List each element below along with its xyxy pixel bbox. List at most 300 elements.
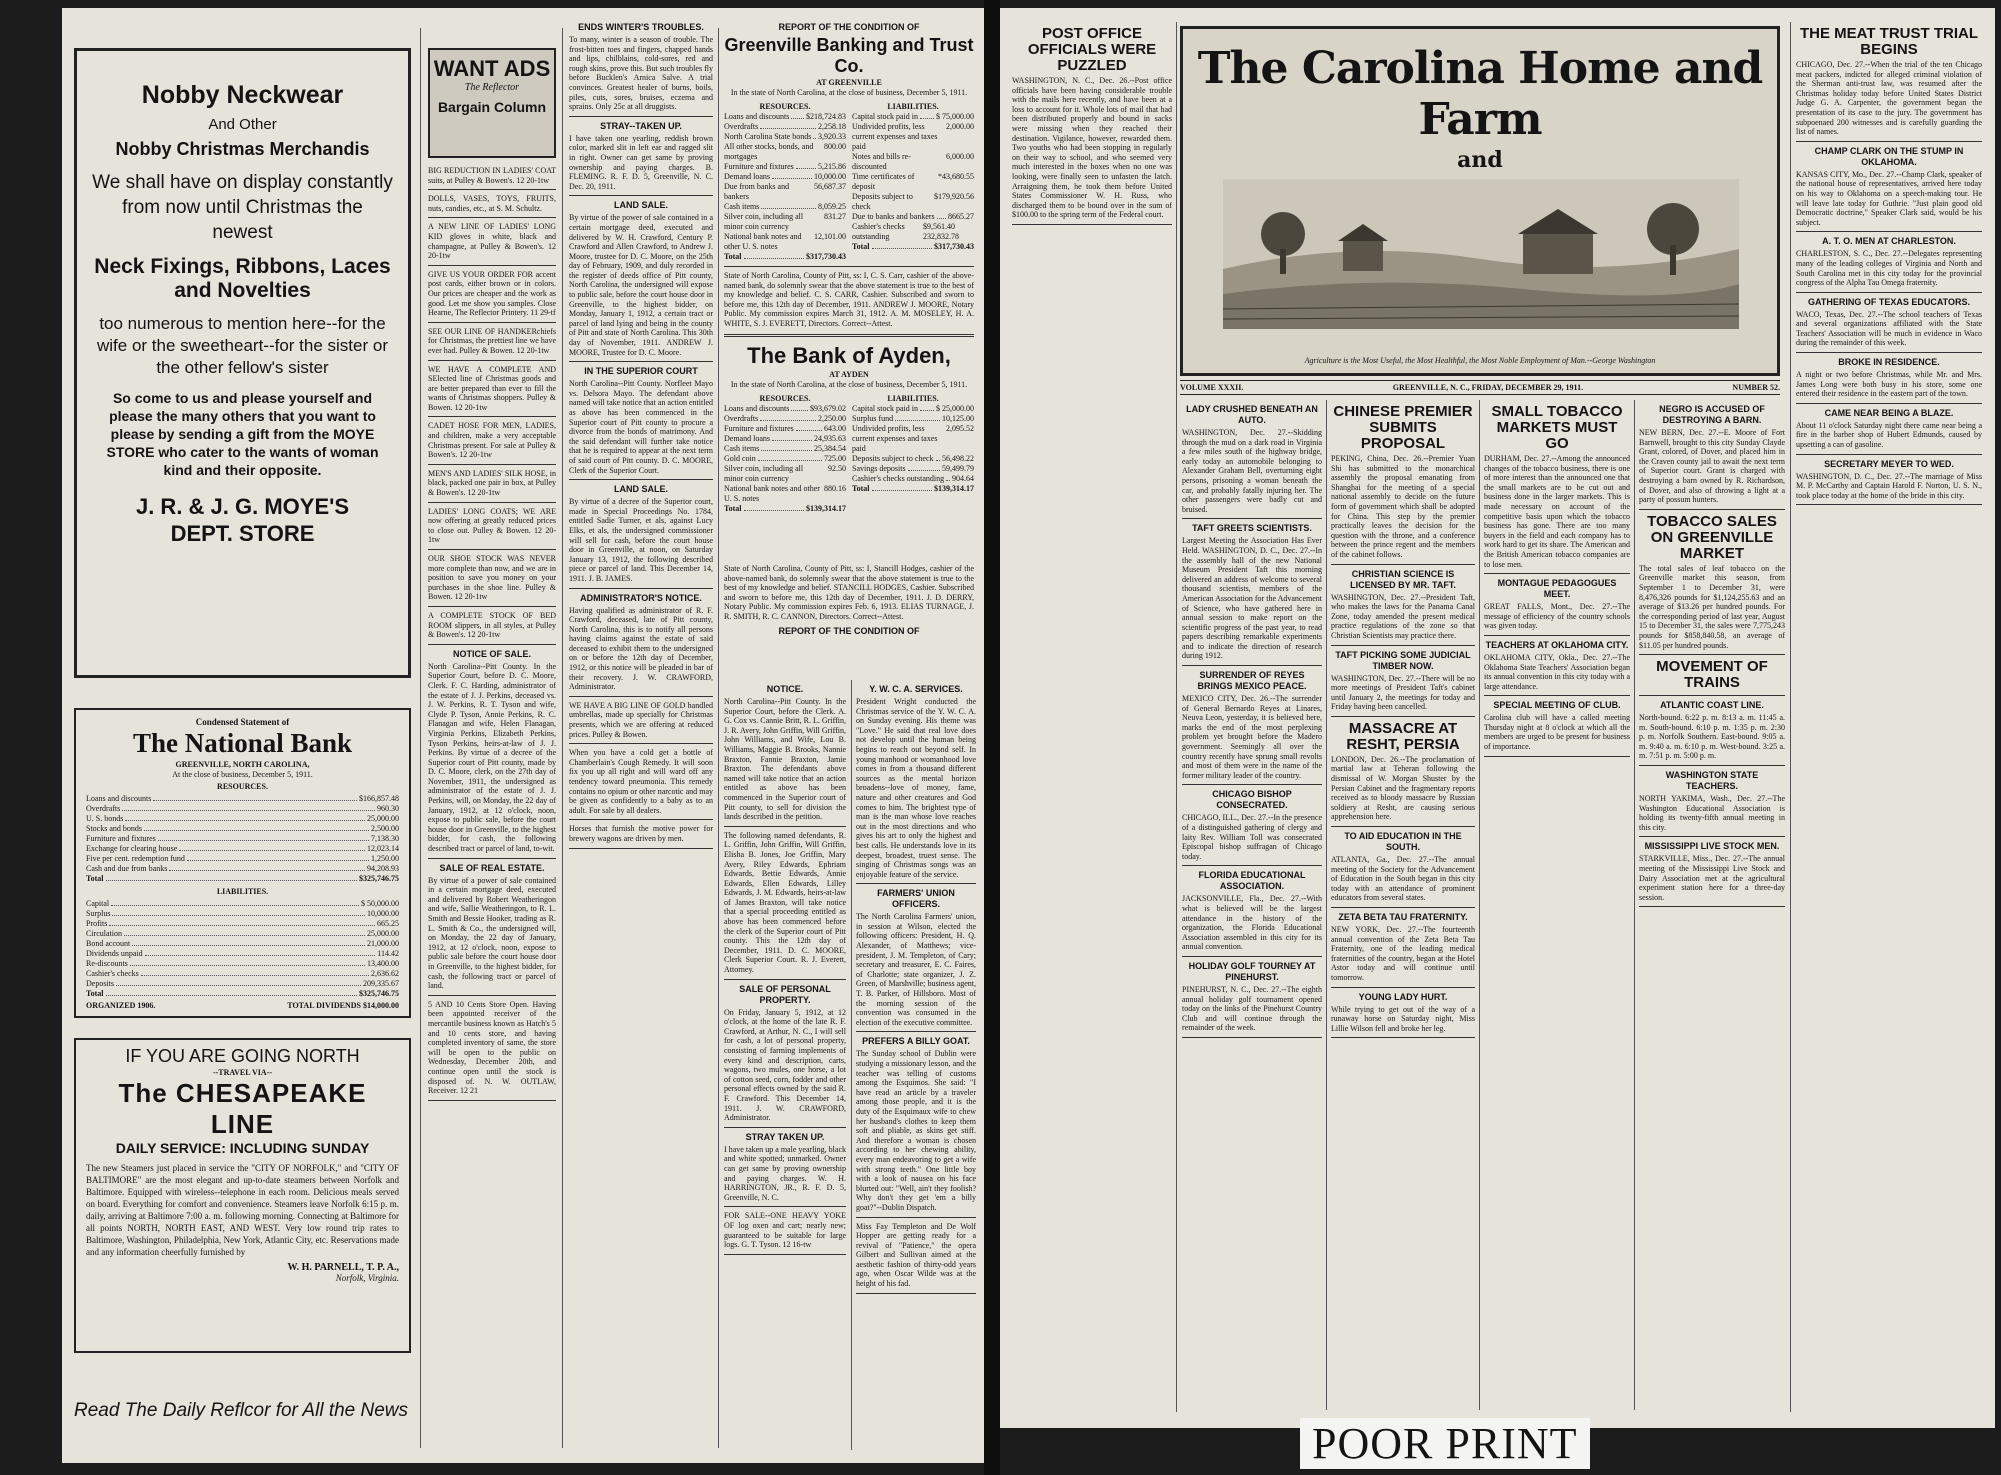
bank-liabilities-label: LIABILITIES. <box>216 887 269 896</box>
article-body: North-bound. 6:22 p. m. 8:13 a. m. 11:45 a. m. South-bound. 6:10 p. m. 1:35 p. m. 2:30 p. m. Norfolk Southern. East-bound. 9:05 a. m. 9:40 a. m. 6:10 p. m. West-bound. 3:25 a. m. 7:51 p. m. 5:00 p. m. <box>1639 713 1785 761</box>
article-headline: STRAY TAKEN UP. <box>745 1131 825 1142</box>
ledger-row: Cashier's checks outstanding 904.64 <box>852 473 974 483</box>
article <box>1182 870 1322 957</box>
article-body: Having qualified as administrator of R. F. Crawford, deceased, late of Pitt county, North Carolina, this is to notify all persons having claims against the estate of said deceased to exhibit them to the undersigned on or before the 12th day of December, 1912, or this notice will be pleaded in bar of their recovery. J. W. CRAWFORD, Administrator. <box>569 605 713 692</box>
ledger-row: All other stocks, bonds, and mortgages 800.00 <box>724 142 846 161</box>
article-body: When you have a cold get a bottle of Chamberlain's Cough Remedy. It will soon fix you up all right and will ward off any tendency toward pneumonia. This remedy contains no opium or other narcotic and may be given as confidently to a baby as to an adult. For sale by all dealers. <box>569 748 713 815</box>
article-headline: WASHINGTON STATE TEACHERS. <box>1665 770 1759 792</box>
read-the-daily-footer: Read The Daily Reflcor for All the News <box>74 1400 409 1421</box>
article <box>1796 26 1982 142</box>
article <box>1331 404 1475 565</box>
ledger-row: Overdrafts 960.30 <box>86 804 399 813</box>
ledger-row: Capital stock paid in $ 75,000.00 <box>852 112 974 121</box>
article-body: By virtue of a power of sale contained in a certain mortgage deed, executed and delivered by Robert Weatheringon and wife, Sallie Weatheringon, to R. L. Smith and Bessie Hooker, trading as R. L. Smith & Co., the undersigned will, on Monday, the 22 day of January, 1912, at 12 o'clock, noon, expose to public sale before the court house door in Greenville, to the highest bidder, for cash, the following tract or parcel of land. <box>428 875 556 991</box>
report1-head: REPORT OF THE CONDITION OF <box>778 22 920 32</box>
ledger-row: Demand loans 10,000.00 <box>724 172 846 181</box>
ches-line1: IF YOU ARE GOING NORTH <box>125 1046 360 1066</box>
article-headline: MASSACRE AT RESHT, PERSIA <box>1346 719 1460 753</box>
article-body: I have taken up a male yearling, black and white spotted; unmarked. Owner can get same by proving ownership and paying charges. W. H. HARRINGTON, JR., R. F. D. 5, Greenville, N. C. <box>724 1144 846 1202</box>
ledger-row: Five per cent. redemption fund 1,250.00 <box>86 854 399 863</box>
article <box>1796 146 1982 233</box>
ledger-row: Exchange for clearing house 12,023.14 <box>86 844 399 853</box>
article <box>1639 404 1785 510</box>
ledger-row: Loans and discounts $166,857.48 <box>86 794 399 803</box>
volume: VOLUME XXXII. <box>1180 383 1244 392</box>
article-headline: FARMERS' UNION OFFICERS. <box>877 888 955 910</box>
article-headline: THE MEAT TRUST TRIAL BEGINS <box>1799 25 1979 58</box>
article-headline: SURRENDER OF REYES BRINGS MEXICO PEACE. <box>1197 670 1307 692</box>
col4-list <box>724 684 846 1255</box>
article-body: WASHINGTON, N. C., Dec. 26.--Post office officials have been having considerable trouble with the mails here recently, and have been at a loss to account for it. Whole lots of mail that had been distributed properly and bound in sacks were missing when they reached their destination. Vigilance, however, rewarded them. Two youths who had been stopping in regularly on their way to school, and who seemed very much interested in the boxes when no one was looking, were finally seen to unfasten the latch. Arraigning them, he took them before United States Commissioner W. H. Russ, who discharged them to be bound over in the sum of $100.00 to the spring term of the Federal court. <box>1012 76 1172 220</box>
dateline <box>1180 380 1780 395</box>
article <box>569 593 713 697</box>
article <box>724 984 846 1128</box>
article-body: The North Carolina Farmers' union, in session at Wilson, elected the following officers: President, H. Q. Alexander, of Matthews; vice-president, J. M. Templeton, of Cary; secretary and treasurer, E. C. Faires, of Charlotte; state organizer, J. Z. Green, of Marshville; business agent, T. B. Parker, of Hillsboro. Most of the morning session of the convention was consumed in the election of the executive committee. <box>856 912 976 1027</box>
article-body: WASHINGTON, Dec. 27.--There will be no more meetings of President Taft's cabinet until January 2, the meetings for today and Friday having been cancelled. <box>1331 673 1475 712</box>
masthead-tagline: Agriculture is the Most Useful, the Most Healthful, the Most Noble Employment of Man.--George Washington <box>1304 356 1656 365</box>
ledger-row: Undivided profits, less current expenses and taxes paid 2,000.00 <box>852 122 974 151</box>
article-headline: MONTAGUE PEDAGOGUES MEET. <box>1497 578 1617 600</box>
bank-title: The National Bank <box>132 728 353 758</box>
ledger-row: Silver coin, including all minor coin currency 92.50 <box>724 463 846 483</box>
article-body: MEN'S AND LADIES' SILK HOSE, in black, packed one pair in box, at Pulley & Bowen's. 12 20-1tw <box>428 468 556 498</box>
article-headline: ENDS WINTER'S TROUBLES. <box>578 22 704 32</box>
article-body: MEXICO CITY, Dec. 26.--The surrender of General Bernardo Reyes at Linares, Neuva Leon, yesterday, it is believed here, marks the end of the most perplexing problem yet brought before the Madero government. Seemingly all over the country recently have sprung small revolts and most of them were in the name of the former military leader of the country. <box>1182 694 1322 780</box>
article <box>1639 770 1785 837</box>
article-body: By virtue of the power of sale contained in a certain mortgage deed, executed and delivered by W. H. Crawford, Century P. Crawford and Allen Crawford, to Andrew J. Moore, trustee for D. C. Moore, on the 25th day of February, 1909, and duly recorded in the register of deeds office of Pitt county, North Carolina, the undersigned will expose to public sale, before the court house door in Greenville, to the highest bidder, on Monday, January 1, 1912, a certain tract or parcel of land lying and being in the county of Pitt and state of North Carolina. This 30th day of November, 1911. ANDREW J. MOORE, Trustee for D. C. Moore. <box>569 213 713 357</box>
right-col6-list <box>1796 26 1982 505</box>
ches-body: The new Steamers just placed in service the "CITY OF NORFOLK," and "CITY OF BALTIMORE" are the most elegant and up-to-date steamers between Norfolk and Baltimore. Equipped with wireless--telephone in each room. Delicious meals served on board. Everything for comfort and convenience. Steamers leave Norfolk 6:15 p. m. daily, arriving at Baltimore 7:00 a. m. following morning. Connecting at Baltimore for all points NORTH, NORTH EAST, AND WEST. Very low round trip rates to Baltimore, Washington, Philadelphia, New York, Atlantic City, etc. Reservations made and any information cheerfully furnished by <box>86 1163 399 1257</box>
poor-print-stamp: POOR PRINT <box>1300 1418 1590 1469</box>
article-body: NORTH YAKIMA, Wash., Dec. 27.--The Washington Educational Association is holding its twenty-fifth annual meeting in this city. <box>1639 794 1785 832</box>
article-headline: ATLANTIC COAST LINE. <box>1660 700 1764 711</box>
article-body: While trying to get out of the way of a runaway horse on Saturday night, Miss Lillie Wilson fell and broke her leg. <box>1331 1004 1475 1033</box>
right-col6 <box>1796 22 1982 1412</box>
article-body: Horses that furnish the motive power for brewery wagons are driven by men. <box>569 824 713 843</box>
ledger-row: Notes and bills re-discounted 6,000.00 <box>852 152 974 171</box>
article-body: GIVE US YOUR ORDER FOR accent post cards, either brown or in colors. Our prices are cheaper and the work as good. Let me show you samples. Close Hearne, The Reflector Printery. 11 29-tf <box>428 269 556 318</box>
article <box>1012 26 1172 225</box>
article-body: DOLLS, VASES, TOYS, FRUITS, nuts, candies, etc., at S. M. Schultz. <box>428 194 556 213</box>
article <box>569 366 713 480</box>
article-body: WE HAVE A BIG LINE OF GOLD handled umbrellas, made up specially for Christmas presents, which we are offering at reduced prices. Pulley & Bowen. <box>569 700 713 739</box>
col4-notices <box>724 680 846 1450</box>
greenville-banking-report <box>724 18 974 558</box>
article <box>1639 659 1785 696</box>
article <box>1182 670 1322 785</box>
article-headline: POST OFFICE OFFICIALS WERE PUZZLED <box>1027 25 1157 74</box>
article-body: The following named defendants, R. L. Griffin, John Griffin, Will Griffin, Elisha B. Jones, Joe Griffin, Mary Avery, Riley Edwards, Ephriam Edwards, Bettie Edwards, Annie Edwards, Ellen Edwards, Lilley Edwards, J. M. Edwards, heirs-at-law of James Braxton, will take notice that a special proceeding entitled as above has been commenced before the clerk of the Superior court of Pitt county. This the 12th day of December, 1911. D. C. MOORE, Clerk Superior Court. R. J. Everett, Attorney. <box>724 830 846 975</box>
national-bank-statement <box>74 708 411 1018</box>
bank-liabilities-list <box>86 899 399 989</box>
article <box>428 507 556 550</box>
ledger-row: Savings deposits 59,499.79 <box>852 463 974 473</box>
article <box>1639 514 1785 655</box>
right-col4-list <box>1484 404 1630 757</box>
ledger-row: Cash and due from banks 94,208.93 <box>86 864 399 873</box>
right-col2 <box>1182 400 1322 1410</box>
article-body: North Carolina--Pitt County. In the Superior Court, before D. C. Moore, Clerk. F. C. Harding, administrator of the estate of J. J. Perkins, deceased vs. J. W. Perkins, R. T. Tyson and wife, Clyde P. Tyson, Annie Perkins, R. C. Flanagan and wife, Helen Flanagan, Virginia Perkins, Elizabeth Perkins, Tyson Perkins, heirs-at-law of J. J. Perkins. By virtue of a decree of the Superior court of Pitt county, made by D. C. Moore, clerk, on the 27th day of November, 1911, the undersigned as administrator of the estate of J. J. Perkins, will, on Monday, the 22 day of January, 1912, at 12 o'clock, noon, expose to public sale, before the court house door in Greenville, to the highest bidder, for cash, the following described tract or parcel of land, to-wit. <box>428 661 556 854</box>
article-body: The total sales of leaf tobacco on the Greenville market this season, from September 1 to December 31, were 8,476,326 pounds for $1,124,255.63 and an average of $13.26 per hundred pounds. For the corresponding period of last year, August 15 to December 31, the sales were 7,775,243 pounds for $858,840.58, an average of $11.05 per hundred pounds. <box>1639 563 1785 650</box>
ledger-row: Due from banks and bankers 56,687.37 <box>724 182 846 201</box>
article-body: A NEW LINE OF LADIES' LONG KID gloves in white, black and champagne, at Pulley & Bowen's. 12 20-1tw <box>428 222 556 261</box>
ad-title: Nobby Neckwear <box>141 81 344 109</box>
article <box>428 421 556 464</box>
ledger-row: Cash items 25,384.54 <box>724 443 846 453</box>
article-headline: SALE OF PERSONAL PROPERTY. <box>739 983 831 1005</box>
article <box>428 649 556 859</box>
article-body: OKLAHOMA CITY, Okla., Dec. 27.--The Oklahoma State Teachers' Association began its annual convention in this city today with a large attendance. <box>1484 652 1630 691</box>
ad-line3: Nobby Christmas Merchandis <box>115 139 370 159</box>
article <box>1331 912 1475 988</box>
ad-signature2: DEPT. STORE <box>170 521 315 546</box>
article-headline: MISSISSIPPI LIVE STOCK MEN. <box>1644 841 1780 852</box>
article <box>569 748 713 820</box>
ledger-row: Bond account 21,000.00 <box>86 939 399 948</box>
article <box>724 684 846 827</box>
article-headline: LAND SALE. <box>614 200 668 211</box>
ledger-row: Deposits subject to check $179,920.56 <box>852 192 974 211</box>
ad-body1: We shall have on display constantly from now until Christmas the newest <box>92 172 393 243</box>
want-ads-list <box>428 166 556 1101</box>
masthead-line1: The Carolina Home and Farm <box>1197 43 1763 145</box>
article <box>856 1036 976 1217</box>
article-headline: TAFT GREETS SCIENTISTS. <box>1192 523 1312 534</box>
article <box>569 484 713 588</box>
col3-list <box>569 22 713 849</box>
want-ads-column <box>428 48 556 1448</box>
article-headline: MOVEMENT OF TRAINS <box>1656 658 1768 692</box>
ledger-row: Overdrafts 2,258.18 <box>724 122 846 131</box>
ledger-row: Cashier's checks 2,636.62 <box>86 969 399 978</box>
article <box>428 554 556 607</box>
article-headline: STRAY--TAKEN UP. <box>600 120 682 131</box>
col5-list <box>856 684 976 1294</box>
article <box>1331 992 1475 1039</box>
article-headline: SMALL TOBACCO MARKETS MUST GO <box>1491 403 1623 452</box>
article <box>1796 408 1982 455</box>
right-col4 <box>1484 400 1630 1410</box>
ledger-row: Re-discounts 13,400.00 <box>86 959 399 968</box>
article-headline: PREFERS A BILLY GOAT. <box>862 1036 970 1047</box>
article-body: WE HAVE A COMPLETE AND SElected line of Christmas goods and are better prepared than ever to fill the wants of Christmas shoppers. Pulley & Bowen. 12 20-1tw <box>428 364 556 412</box>
right-col5-list <box>1639 404 1785 907</box>
article-body: WASHINGTON, D. C., Dec. 27.--The marriage of Miss M. P. McCarthy and Captain Harold F. Norton, U. S. N., took place today at the home of the bride in this city. <box>1796 471 1982 500</box>
report1-date: In the state of North Carolina, at the close of business, December 5, 1911. <box>730 88 968 97</box>
ledger-row: Profits 665.25 <box>86 919 399 928</box>
article <box>1182 404 1322 519</box>
ad-signature1: J. R. & J. G. MOYE'S <box>135 494 350 519</box>
article-body: LADIES' LONG COATS; WE ARE now offering at greatly reduced prices to close out. Pulley & Bowen. 12 20-1tw <box>428 506 556 545</box>
right-newspaper-page <box>1000 8 1995 1428</box>
article-headline: HOLIDAY GOLF TOURNEY AT PINEHURST. <box>1188 960 1316 982</box>
bank-date: At the close of business, December 5, 1911. <box>172 770 313 779</box>
article <box>1182 961 1322 1038</box>
want-ads-header <box>428 48 556 158</box>
article-body: SEE OUR LINE OF HANDKERchiefs for Christmas, the prettiest line we have ever had. Pulley & Bowen. 12 20-1tw <box>428 326 556 355</box>
article <box>428 327 556 361</box>
article-headline: CHAMP CLARK ON THE STUMP IN OKLAHOMA. <box>1814 145 1964 167</box>
article-body: About 11 o'clock Saturday night there came near being a fire in the barber shop of Hubert Edmunds, caused by upsetting a can of gasoline. <box>1796 420 1982 450</box>
article-body: PINEHURST, N. C., Dec. 27.--The eighth annual holiday golf tournament opened today on the links of the Pinehurst Country Club and will continue through the remainder of the week. <box>1182 984 1322 1033</box>
ledger-row: Furniture and fixtures 643.00 <box>724 423 846 433</box>
article <box>724 1132 846 1208</box>
ches-agent: W. H. PARNELL, T. P. A., <box>287 1262 399 1273</box>
article <box>1639 700 1785 766</box>
bank-location: GREENVILLE, NORTH CAROLINA, <box>175 760 310 769</box>
article <box>428 270 556 323</box>
article-headline: SPECIAL MEETING OF CLUB. <box>1493 700 1621 711</box>
issue-number: NUMBER 52. <box>1732 383 1780 392</box>
article-body: WASHINGTON, Dec. 27.--Skidding through the mud on a dark road in Virginia a few miles south of the highway bridge, early today an automobile belonging to Alexander Graham Bell, overturning eight persons, prisoning a woman beneath the car, and probably fatally injuring her. The other passengers were badly cut and bruised. <box>1182 428 1322 514</box>
article <box>428 166 556 190</box>
article <box>724 1211 846 1254</box>
article <box>1331 831 1475 908</box>
ledger-row: Silver coin, including all minor coin currency 831.27 <box>724 212 846 231</box>
article <box>569 824 713 848</box>
article-headline: CAME NEAR BEING A BLAZE. <box>1824 407 1954 418</box>
ches-line4: DAILY SERVICE: INCLUDING SUNDAY <box>115 1140 370 1156</box>
right-col5 <box>1639 400 1785 1410</box>
chesapeake-line-advertisement <box>74 1038 411 1353</box>
article <box>428 469 556 503</box>
article-headline: GATHERING OF TEXAS EDUCATORS. <box>1807 296 1970 307</box>
masthead <box>1180 26 1780 376</box>
article-body: North Carolina--Pitt County. In the Superior Court, before the Clerk. A. G. Cox vs. Cannie Britt, R. L. Griffin, J. R. Avery, John Griffin, Will Griffin, John Williams, and Wife, Lou B. Williams, Maggie B. Brooks, Nannie Braxton, Fannie Braxton, Jamie Braxton. The defendants above named will take notice that an action entitled as above has been commenced in the Superior court of Pitt county, to sell for division the lands described in the petition. <box>724 697 846 822</box>
article-headline: NOTICE. <box>766 684 804 694</box>
ad-and-other: And Other <box>208 116 277 133</box>
ches-line3: The CHESAPEAKE LINE <box>118 1078 367 1139</box>
article-body: CADET HOSE FOR MEN, LADIES, and children, make a very acceptable Christmas present. For sale at Pulley & Bowen's. 12 20-1tw <box>428 421 556 460</box>
article-body: STARKVILLE, Miss., Dec. 27.--The annual meeting of the Mississippi Live Stock and Dairy Association met at the agricultural experiment station here for a three-day session. <box>1639 854 1785 902</box>
article-body: KANSAS CITY, Mo., Dec. 27.--Champ Clark, speaker of the national house of representatives, arrived here today on his way to Oklahoma on a speech-making tour. He will leave late today for Guthrie. "Just plain good old Democratic doctrine," Speaker Clark said, would be his subject. <box>1796 169 1982 227</box>
col5-notices <box>856 680 976 1450</box>
article-headline: YOUNG LADY HURT. <box>1358 991 1448 1002</box>
article-headline: TO AID EDUCATION IN THE SOUTH. <box>1344 831 1462 853</box>
article-body: BIG REDUCTION IN LADIES' COAT suits, at Pulley & Bowen's. 12 20-1tw <box>428 166 556 185</box>
ad-body3: So come to us and please yourself and please the many others that you want to please by sending a gift from the MOYE STORE who cater to the wants of woman kind and their opposite. <box>106 390 379 478</box>
article-body: A night or two before Christmas, while Mr. and Mrs. James Long were both busy in his store, some one entered their residence in the eastern part of the town. <box>1796 370 1982 399</box>
article-headline: SECRETARY MEYER TO WED. <box>1824 458 1954 469</box>
article-body: DURHAM, Dec. 27.--Among the announced changes of the tobacco business, there is one of more interest than the announced one that the small markets are to be cut out and business done in the larger markets. This is made necessary on account of the competitive basis upon which the tobacco business has gone. There are too many buyers in the field and each company has to work hard to get its share. The American and the British American tobacco companies are to lose men. <box>1484 454 1630 569</box>
ledger-row: Furniture and fixtures 5,215.86 <box>724 162 846 171</box>
article-headline: ADMINISTRATOR'S NOTICE. <box>580 592 702 603</box>
article <box>1639 841 1785 907</box>
ledger-row: Capital $ 50,000.00 <box>86 899 399 908</box>
ledger-row: North Carolina State bonds 3,920.33 <box>724 132 846 141</box>
article-headline: TOBACCO SALES ON GREENVILLE MARKET <box>1647 512 1777 562</box>
article-headline: SALE OF REAL ESTATE. <box>439 862 545 873</box>
article-body: 5 AND 10 Cents Store Open. Having been appointed receiver of the mercantile business known as Hatch's 5 and 10 cents store, and having completed inventory of same, the store will be open to the public on Wednesday, December 20th, and continue open until the stock is disposed of. N. W. OUTLAW, Receiver. 12 21 <box>428 999 556 1096</box>
article-body: NEW BERN, Dec. 27.--E. Moore of Fort Barnwell, brought to this city Sunday Clayde Grant, colored, of Dover, and placed him in the Craven county jail to await the next term of Superior court. Grant is charged with destroying a barn owned by R. Richardson, of Dover, and also of throwing a light at a party of possum hunters. <box>1639 428 1785 505</box>
article-headline: Y. W. C. A. SERVICES. <box>869 684 963 694</box>
report2-date: In the state of North Carolina, at the close of business, December 5, 1911. <box>730 379 968 389</box>
bank-resources-total: Total $325,746.75 <box>86 874 399 883</box>
article-body: I have taken one yearling, reddish brown color, marked slit in left ear and ragged slit in right. Owner can get same by proving ownership and paying charges. B. FLEMING. R. F. D. 5, Greenville, N. C. Dec. 20, 1911. <box>569 133 713 191</box>
right-col3-list <box>1331 404 1475 1038</box>
ayden-attest <box>724 564 974 674</box>
report2-table: RESOURCES. Loans and discounts $93,679.02 Overdrafts 2,250.00 Furniture and fixtures 643.00 Demand loans 24,935.63 Cash items 25,384.54 Gold coin 725.00 Silver coin, including all minor coin currency 92.50 National bank notes and other U. S. notes 880.16 Total $139,314.17 LIABILITIES. Capital stock paid in $ 25,000.00 Surplus fund 10,125.00 Undivided profits, less current expenses and taxes paid 2,095.52 Deposits subject to check 56,498.22 Savings deposits 59,499.79 Cashier's checks outstanding 904.64 Total $139,314.17 <box>724 393 974 513</box>
article-body: NEW YORK, Dec. 27.--The fourteenth annual convention of the Zeta Beta Tau Fraternity, one of the leading medical fraternities of the country, began at the Hotel Astor today and will continue until tomorrow. <box>1331 925 1475 982</box>
article <box>856 1222 976 1294</box>
article-body: WASHINGTON, Dec. 27.--President Taft, who makes the laws for the Panama Canal Zone, today amended the present medical practice regulations of the zone so that Christian Scientists may practice there. <box>1331 592 1475 640</box>
article-body: The Sunday school of Dublin were studying a missionary lesson, and the teacher was telling of customs among the Esquimos. She said: "I have read an article by a traveler among those people, and it is the duty of the Esquimaux wife to chew her husband's clothes to keep them soft and pliable, as skins get stiff. And therefore a woman is chosen according to her chewing ability, every man endeavoring to get a wife with strong teeth." One little boy with a look of nausea on his face blurted out: "Well, ain't they foolish? Why don't they get 'em a billy goat?"--Dublin Dispatch. <box>856 1049 976 1212</box>
article-body: To many, winter is a season of trouble. The frost-bitten toes and fingers, chapped hands and lips, chilblains, cold-sores, red and rough skins, prove this. But such troubles fly before Bucklen's Arnica Salve. A trial convinces. Greatest healer of burns, boils, piles, cuts, sores, bruises, eczema and sprains. Only 25c at all druggists. <box>569 35 713 112</box>
article-headline: CHINESE PREMIER SUBMITS PROPOSAL <box>1333 403 1473 452</box>
article <box>428 1000 556 1101</box>
article <box>1182 523 1322 666</box>
ledger-row: Circulation 25,000.00 <box>86 929 399 938</box>
ledger-row: Loans and discounts $93,679.02 <box>724 403 846 413</box>
ledger-row: Dividends unpaid 114.42 <box>86 949 399 958</box>
article-headline: NOTICE OF SALE. <box>452 648 531 659</box>
want-ads-col: Bargain Column <box>437 99 547 115</box>
article-body: ATLANTA, Ga., Dec. 27.--The annual meeting of the Society for the Advancement of Education in the South began in this city today with an attendance of prominent educators from several states. <box>1331 855 1475 903</box>
article-body: Miss Fay Templeton and De Wolf Hopper are getting ready for a revival of "Patience," the opera Gilbert and Sullivan aimed at the aesthetic fashion of thirty-odd years ago, when Oscar Wilde was at the height of his fad. <box>856 1221 976 1289</box>
article <box>428 194 556 218</box>
ches-agent-city: Norfolk, Virginia. <box>335 1273 399 1283</box>
bank-liabilities-total: Total $325,746.75 <box>86 989 399 998</box>
right-col2-list <box>1182 404 1322 1038</box>
article <box>428 863 556 996</box>
ad-bold1: Neck Fixings, Ribbons, Laces and Novelties <box>94 255 391 302</box>
article-body: WACO, Texas, Dec. 27.--The school teachers of Texas and several organizations affiliated with the State Teachers' Association will be much in evidence in Waco during the remainder of this week. <box>1796 309 1982 348</box>
article-body: CHICAGO, ILL., Dec. 27.--In the presence of a distinguished gathering of clergy and laity Rev. William Toll was consecrated Episcopal bishop suffragan of Chicago today. <box>1182 813 1322 861</box>
article-body: JACKSONVILLE, Fla., Dec. 27.--With what is believed will be the largest attendance in the history of the organization, the Florida Educational Association assembled in this city for its annual convention. <box>1182 894 1322 952</box>
article <box>428 222 556 265</box>
bank-heading: Condensed Statement of <box>195 717 290 727</box>
article-headline: IN THE SUPERIOR COURT <box>584 366 698 377</box>
article <box>1484 404 1630 574</box>
ledger-row: Cash items 8,059.25 <box>724 202 846 211</box>
article-headline: CHRISTIAN SCIENCE IS LICENSED BY MR. TAFT. <box>1350 568 1456 590</box>
report3-head: REPORT OF THE CONDITION OF <box>778 625 920 636</box>
ledger-row: Due to banks and bankers 8665.27 <box>852 212 974 221</box>
right-col1 <box>1012 22 1172 1412</box>
right-col3 <box>1331 400 1475 1410</box>
article <box>428 611 556 645</box>
dateline-place: GREENVILLE, N. C., FRIDAY, DECEMBER 29, 1911. <box>1392 383 1584 392</box>
ledger-row: Loans and discounts $218,724.83 <box>724 112 846 121</box>
report1-place: AT GREENVILLE <box>816 78 882 87</box>
article-body: CHICAGO, Dec. 27.--When the trial of the ten Chicago meat packers, indicted for alleged criminal violation of the Sherman anti-trust law, was resumed after the Christmas holiday today before United States District Judge G. A. Carpenter, the government began the presentation of its case to the jury. The government has subpoenaed 200 witnesses and is carefully guarding the list of names. <box>1796 60 1982 137</box>
article-headline: TEACHERS AT OKLAHOMA CITY. <box>1485 639 1629 650</box>
ledger-row: Surplus fund 10,125.00 <box>852 413 974 423</box>
ledger-row: Time certificates of deposit *43,680.55 <box>852 172 974 191</box>
left-newspaper-page <box>62 8 984 1463</box>
article-headline: TAFT PICKING SOME JUDICIAL TIMBER NOW. <box>1335 649 1471 671</box>
article-body: PEKING, China, Dec. 26.--Premier Yuan Shi has submitted to the monarchical assembly the proposal emanating from Shanghai for the meeting of a special national assembly to decide on the future form of government which shall be adopted for China. This step by the premier practically leaves the decision for the question with the throne, and a conference between the prince regent and the members of the cabinet follows. <box>1331 454 1475 559</box>
page-gutter <box>984 0 1000 1475</box>
article <box>569 121 713 197</box>
masthead-line2: and <box>1457 147 1503 173</box>
ledger-row: Deposits 209,335.67 <box>86 979 399 988</box>
right-col1-list <box>1012 26 1172 225</box>
article-body: A COMPLETE STOCK OF BED ROOM slippers, in all styles, at Pulley & Bowen's. 12 20-1tw <box>428 610 556 640</box>
article <box>1796 297 1982 353</box>
ledger-row: Surplus 10,000.00 <box>86 909 399 918</box>
article <box>1796 236 1982 292</box>
bank-footer: ORGANIZED 1906. TOTAL DIVIDENDS $14,000.00 <box>86 1001 399 1010</box>
report1-attest: State of North Carolina, County of Pitt, ss: I, C. S. Carr, cashier of the above-named bank, do solemnly swear that the above statement is true to the best of my knowledge and belief. C. S. CARR, Cashier. Subscribed and sworn to before me, this 12th day of December, 1911. ANDREW J. MOORE, Notary Public. My commission expires March 31, 1912. A. M. MOSELEY, H. A. WHITE, S. J. EVERETT, Directors. Correct--Attest. <box>724 271 974 328</box>
article <box>1331 721 1475 827</box>
article-body: By virtue of a decree of the Superior court, made in Special Proceedings No. 1784, entitled Sadie Turner, et als, against Lucy Elks, et als, the undersigned commissioner will sell for cash, before the court house door in Greenville, at noon, on Saturday January 13, 1912, the following described piece or parcel of land. This December 14, 1911. J. B. JAMES. <box>569 497 713 583</box>
bank-resources-list <box>86 794 399 874</box>
report2-attest: State of North Carolina, County of Pitt, ss: I, Stancill Hodges, cashier of the above-named bank, do solemnly swear that the above statement is true to the best of my knowledge and belief. STANCILL HODGES, Cashier. Subscribed and sworn to before me, this 12th day of December, 1911. J. D. DERRY, Notary Public. My commission expires Feb. 6, 1913. ELIAS TURNAGE, J. R. SMITH, R. C. CANNON, Directors. Correct--Attest. <box>724 564 974 621</box>
ledger-row: Stocks and bonds 2,500.00 <box>86 824 399 833</box>
article <box>569 22 713 117</box>
ledger-row: National bank notes and other U. S. notes 12,101.00 <box>724 232 846 251</box>
article-body: LONDON, Dec. 26.--The proclamation of martial law at Teheran following the dismissal of W. Morgan Shuster by the Persian Cabinet and the fragmentary reports received as to bloody massacre by Russian soldiery at Resht, are causing serious apprehension here. <box>1331 754 1475 822</box>
report2-place: AT AYDEN <box>829 369 869 379</box>
ledger-row: Capital stock paid in $ 25,000.00 <box>852 403 974 413</box>
ledger-row: Furniture and fixtures 7,138.30 <box>86 834 399 843</box>
article-headline: CHICAGO BISHOP CONSECRATED. <box>1212 789 1292 811</box>
article <box>1484 700 1630 756</box>
article-headline: A. T. O. MEN AT CHARLESTON. <box>1822 236 1956 247</box>
article-body: OUR SHOE STOCK WAS NEVER more complete than now, and we are in position to save you money on your purchases in the shoe line. Pulley & Bowen. 12 20-1tw <box>428 554 556 602</box>
article-headline: FLORIDA EDUCATIONAL ASSOCIATION. <box>1198 870 1306 892</box>
article <box>856 888 976 1032</box>
article <box>428 365 556 418</box>
ches-line2: --TRAVEL VIA-- <box>212 1068 273 1077</box>
article <box>1796 357 1982 404</box>
article-body: President Wright conducted the Christmas service of the Y. W. C. A. on Sunday evening. His theme was "Love." He said that real love does not develop until the human being begins to reach out beyond self. In young manhood or womanhood love comes in from a thousand different sources as the mental horizon broadens--love of money, fame, nature and other creatures and God comes to him. The brightest type of man is the man whose love reaches out in the most directions and who gives his art to only the highest and best calls. He understands love in its deepest, broadest, truest sense. The singing of Christmas songs was an enjoyable feature of the service. <box>856 697 976 879</box>
report2-title: The Bank of Ayden, <box>747 342 951 368</box>
ledger-row: Deposits subject to check 56,498.22 <box>852 453 974 463</box>
article <box>856 684 976 884</box>
want-ads-sub: The Reflector <box>464 82 520 93</box>
article <box>1796 459 1982 506</box>
article-headline: ZETA BETA TAU FRATERNITY. <box>1338 912 1468 922</box>
ledger-row: Cashier's checks outstanding $9,561.40 232,832.78 <box>852 222 960 241</box>
report1-table: RESOURCES. Loans and discounts $218,724.83 Overdrafts 2,258.18 North Carolina State bonds 3,920.33 All other stocks, bonds, and mortgages 800.00 Furniture and fixtures 5,215.86 Demand loans 10,000.00 Due from banks and bankers 56,687.37 Cash items 8,059.25 Silver coin, including all minor coin currency 831.27 National bank notes and other U. S. notes 12,101.00 Total $317,730.43 LIABILITIES. Capital stock paid in $ 75,000.00 Undivided profits, less current expenses and taxes paid 2,000.00 Notes and bills re-discounted 6,000.00 Time certificates of deposit *43,680.55 Deposits subject to check $179,920.56 Due to banks and bankers 8665.27 Cashier's checks outstanding $9,561.40 232,832.78 Total $317,730.43 <box>724 102 974 261</box>
want-ads-title: WANT ADS <box>433 56 551 81</box>
report1-title: Greenville Banking and Trust Co. <box>724 35 974 76</box>
article-headline: NEGRO IS ACCUSED OF DESTROYING A BARN. <box>1659 404 1765 425</box>
ledger-row: Undivided profits, less current expenses and taxes paid 2,095.52 <box>852 423 974 453</box>
bank-resources-label: RESOURCES. <box>217 782 268 791</box>
article-body: GREAT FALLS, Mont., Dec. 27.--The message of efficiency of the country schools was given today. <box>1484 602 1630 631</box>
farm-illustration <box>1223 179 1739 329</box>
article <box>1484 578 1630 636</box>
article <box>569 200 713 362</box>
article-headline: BROKE IN RESIDENCE. <box>1838 357 1940 368</box>
moye-store-advertisement <box>74 48 411 678</box>
ledger-row: National bank notes and other U. S. notes 880.16 <box>724 483 846 503</box>
ledger-row: Overdrafts 2,250.00 <box>724 413 846 423</box>
article <box>1331 569 1475 646</box>
article-body: Carolina club will have a called meeting Thursday night at 8 o'clock at which all the members are urged to be present for business of importance. <box>1484 713 1630 752</box>
article <box>1331 650 1475 717</box>
ledger-row: Gold coin 725.00 <box>724 453 846 463</box>
article-body: On Friday, January 5, 1912, at 12 o'clock, at the home of the late R. F. Crawford, at Arthur, N. C., I will sell for cash, a lot of personal property, consisting of farming implements of every kind and description, carts, wagons, two mules, one horse, a lot of cotton seed, corn, fodder and other personal effects owned by the said R. F. Crawford. This December 14, 1911. J. W. CRAWFORD, Administrator. <box>724 1007 846 1123</box>
article-headline: LADY CRUSHED BENEATH AN AUTO. <box>1186 404 1318 425</box>
article-headline: LAND SALE. <box>614 484 668 495</box>
ledger-row: U. S. bonds 25,000.00 <box>86 814 399 823</box>
article <box>1484 640 1630 696</box>
article-body: FOR SALE--ONE HEAVY YOKE OF log oxen and cart; nearly new; guaranteed to be suitable for large logs. G. T. Tyson. 12 16-tw <box>724 1211 846 1250</box>
ad-body2: too numerous to mention here--for the wife or the sweetheart--for the sister or the other fellow's sister <box>96 314 388 377</box>
article <box>1182 789 1322 866</box>
article-body: CHARLESTON, S. C., Dec. 27.--Delegates representing many of the leading colleges of Virginia and North and South Carolina met in this city today for the provincial congress of the Alpha Tau Omega fraternity. <box>1796 249 1982 288</box>
article <box>569 701 713 744</box>
article-body: North Carolina--Pitt County. Norfleet Mayo vs. Delsora Mayo. The defendant above named will take notice that an action entitled as above has been commenced in the Superior court of Pitt county to procure a divorce from the bonds of matrimony. And the said defendant will further take notice that he is required to appear at the next term of said court of Pitt county. D. C. MOORE, Clerk of the Superior Court. <box>569 379 713 475</box>
article <box>724 831 846 980</box>
ledger-row: Demand loans 24,935.63 <box>724 433 846 443</box>
article-body: Largest Meeting the Association Has Ever Held. WASHINGTON, D. C., Dec. 27.--In the assembly hall of the new National Museum President Taft this morning delivered an address of welcome to several thousand scientists, members of the American Association for the Advancement of Science, who have gathered here in annual session to make report on the scientific progress of the past year, to read papers describing remarkable experiments and to indicate the direction of research during 1912. <box>1182 536 1322 661</box>
legal-notices-column <box>569 18 713 1448</box>
